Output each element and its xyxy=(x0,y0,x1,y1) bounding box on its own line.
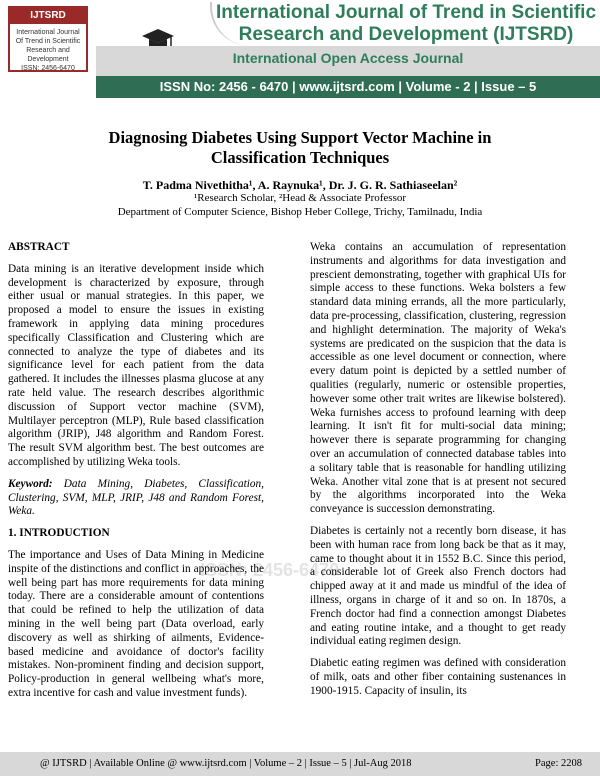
affiliation-roles: ¹Research Scholar, ²Head & Associate Professor xyxy=(193,192,407,204)
logo-caption: International Journal Of Trend in Scientific Research and Development ISSN: 2456-6470 xyxy=(15,29,81,72)
paper-title: Diagnosing Diabetes Using Support Vector Machine in Classification Techniques xyxy=(108,128,492,167)
open-access-band xyxy=(96,46,600,76)
affiliation-department: Department of Computer Science, Bishop Heber College, Trichy, Tamilnadu, India xyxy=(117,206,483,218)
abstract-heading: ABSTRACT xyxy=(8,241,70,253)
open-access-label: International Open Access Journal xyxy=(232,50,464,66)
left-column xyxy=(8,241,264,709)
logo-text: IJTSRD xyxy=(10,8,86,24)
diet-paragraph: Diabetic eating regimen was defined with consideration of milk, oats and other fiber containing sustenances in 1900-1915. Capacity of insulin, its xyxy=(310,657,566,697)
journal-title-banner xyxy=(210,2,600,46)
journal-title-line2: Research and Development (IJTSRD) xyxy=(238,24,574,45)
keywords-text: Data Mining, Diabetes, Classification, Clustering, SVM, MLP, JRIP, J48 and Random Forest, Weka. xyxy=(8,477,264,518)
page-footer xyxy=(0,752,600,776)
watermark: ISSN: 2456-6470 xyxy=(200,560,340,580)
intro-heading: 1. INTRODUCTION xyxy=(8,527,110,540)
right-column xyxy=(310,241,566,707)
authors: T. Padma Nivethitha¹, A. Raynuka¹, Dr. J. G. R. Sathiaseelan² xyxy=(142,178,458,192)
weka-paragraph: Weka contains an accumulation of representation instruments and algorithms for data investigation and prescient demonstrating, together with graphical UIs for simple access to these functions. Weka bolsters a few standard data mining errands, all the more particularly, data pre-processing, classification, clustering, regression and highlight determination. The majority of Weka's systems are predicated on the suspicion that the data is accessible as one level document or connection, where every datum point is depicted by a settled number of qualities (regularly, numeric or ostensible properties, however some other trait writes are likewise bolstered). Weka furnishes access to profound learning with deep learning. It isn't fit for multi-social data mining; however there is separate programming for changing over an accumulation of connected database tables into a solitary table that is reasonable for handling utilizing Weka. Another vital zone that is at present not secured by the algorithms incorporated into the Weka conveyance is succession demonstrating. xyxy=(310,241,566,516)
intro-text: The importance and Uses of Data Mining in Medicine inspite of the distinctions and conflict in approaches, the well being part has more requirements for data mining today. There are a considerable amount of contentions that could be refined to help the utilization of data mining in the well being part (Data overload, early discovery as well as shirking of ailments, Evidence-based medicine and avoidance of doctor's facility mistakes. Non-prominent finding and decision support, Policy-production in general wellbeing what's more, extra incentive for cash and value investment funds). xyxy=(8,548,264,699)
journal-title-line1: International Journal of Trend in Scientific xyxy=(215,2,597,23)
footer-text: @ IJTSRD | Available Online @ www.ijtsrd.com | Volume – 2 | Issue – 5 | Jul-Aug 2018 xyxy=(40,758,412,769)
issn-bar: ISSN No: 2456 - 6470 | www.ijtsrd.com | Volume - 2 | Issue – 5 xyxy=(96,76,600,98)
diabetes-history-paragraph: Diabetes is certainly not a recently born disease, it has been with human race from long back be that as it may, came to thought about it in 1552 B.C. Since this period, a considerable lot of Greek also French doctors had chipped away at it and made us mindful of the idea of illness, organs in charge of it and so on. In 1870s, a French doctor had find a connection amongst Diabetes and eating routine intake, and a thought to get ready individual eating regimen design. xyxy=(310,524,566,648)
abstract-text: Data mining is an iterative development inside which development is characterized by exposure, through either usual or manual strategies. In this paper, we proposed a model to ensure the issues in existing framework in applying data mining procedures specifically Classification and Clustering which are connected to analyze the type of diabetes and its significance level for each patient from the data gathered. It includes the illnesses plasma glucose at any rate held value. The research describes algorithmic discussion of Support vector machine (SVM), Multilayer perceptron (MLP), Rule based classification algorithm (JRIP), J48 algorithm and Random Forest. The result SVM algorithm best. The best outcomes are accomplished by utilizing Weka tools. xyxy=(8,262,264,468)
keywords xyxy=(8,478,264,519)
journal-logo xyxy=(8,6,88,72)
keywords-label: Keyword: xyxy=(8,477,53,490)
page-number: Page: 2208 xyxy=(535,758,582,769)
